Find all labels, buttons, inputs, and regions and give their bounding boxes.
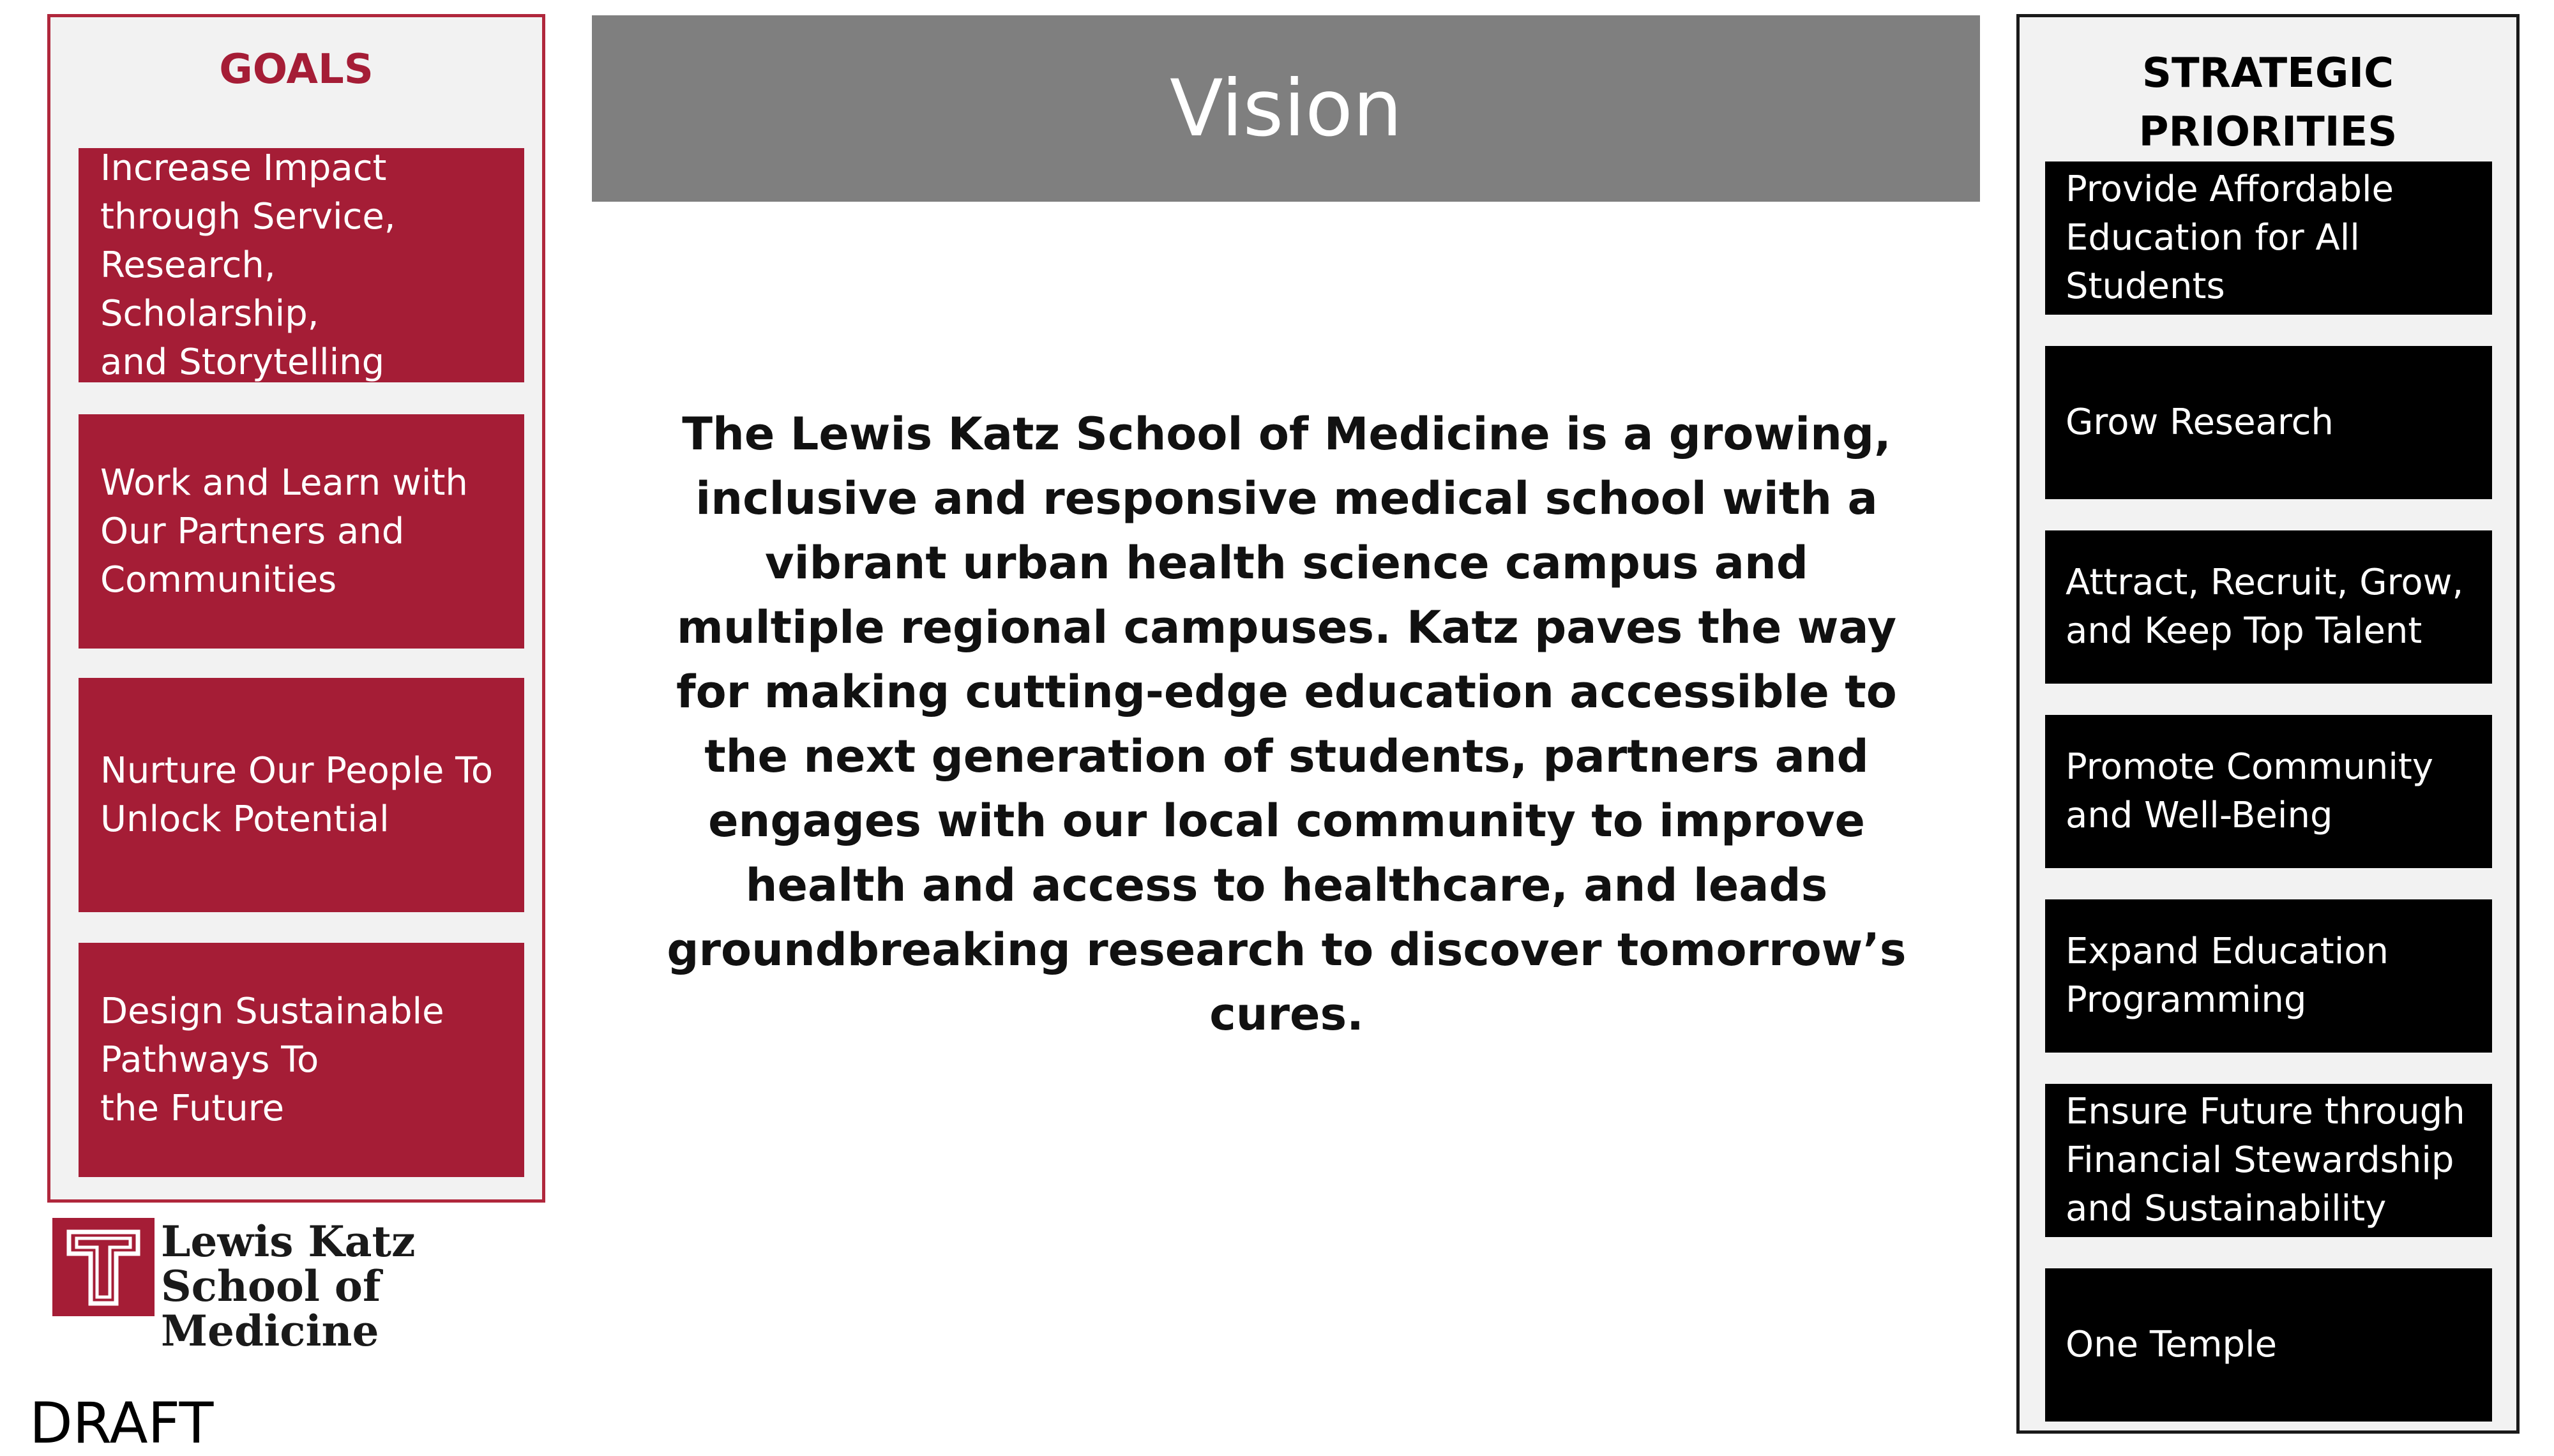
priority-label: Promote Community and Well-Being — [2066, 746, 2433, 836]
temple-t-logo-icon — [52, 1218, 155, 1316]
temple-t-logo-icon-svg — [52, 1218, 155, 1316]
priority-label: Provide Affordable Education for All Students — [2066, 169, 2394, 307]
priority-box-affordable-education — [2045, 161, 2492, 315]
priorities-title: STRATEGIC PRIORITIES — [2138, 50, 2398, 156]
priority-label: Grow Research — [2066, 402, 2334, 443]
school-name: Lewis Katz School of Medicine — [161, 1217, 416, 1356]
goal-box-impact — [79, 148, 524, 382]
priority-label: Ensure Future through Financial Stewardship and Sustainability — [2066, 1091, 2465, 1229]
priority-box-top-talent — [2045, 530, 2492, 684]
priority-box-one-temple — [2045, 1268, 2492, 1422]
vision-statement: The Lewis Katz School of Medicine is a growing, inclusive and responsive medical school with a vibrant urban health science campus and multiple regional campuses. Katz paves the way for making cutting-edge education accessible to the next generation of students, partners and engages with our local community to improve health and access to healthcare, and leads groundbreaking research to discover tomorrow’s cures. — [667, 408, 1907, 1040]
goal-box-people — [79, 678, 524, 912]
goal-label: Increase Impact through Service, Research, Scholarship, and Storytelling — [100, 147, 396, 383]
goal-box-partners — [79, 414, 524, 649]
draft-label: DRAFT — [29, 1390, 214, 1456]
goals-title: GOALS — [219, 46, 374, 93]
priority-box-financial-stewardship — [2045, 1084, 2492, 1237]
school-logo — [52, 1217, 550, 1356]
priority-box-grow-research — [2045, 346, 2492, 499]
vision-header: Vision — [592, 15, 1980, 202]
goal-box-pathways — [79, 943, 524, 1177]
goal-label: Work and Learn with Our Partners and Communities — [100, 462, 468, 601]
priority-box-community — [2045, 715, 2492, 868]
priority-label: Attract, Recruit, Grow, and Keep Top Talent — [2066, 562, 2464, 652]
priority-label: Expand Education Programming — [2066, 931, 2389, 1021]
goal-label: Nurture Our People To Unlock Potential — [100, 749, 494, 840]
goal-label: Design Sustainable Pathways To the Future — [100, 990, 444, 1129]
priority-box-education-programming — [2045, 899, 2492, 1053]
priority-label: One Temple — [2066, 1324, 2278, 1365]
goals-panel — [47, 14, 545, 1203]
priorities-panel — [2016, 14, 2520, 1434]
